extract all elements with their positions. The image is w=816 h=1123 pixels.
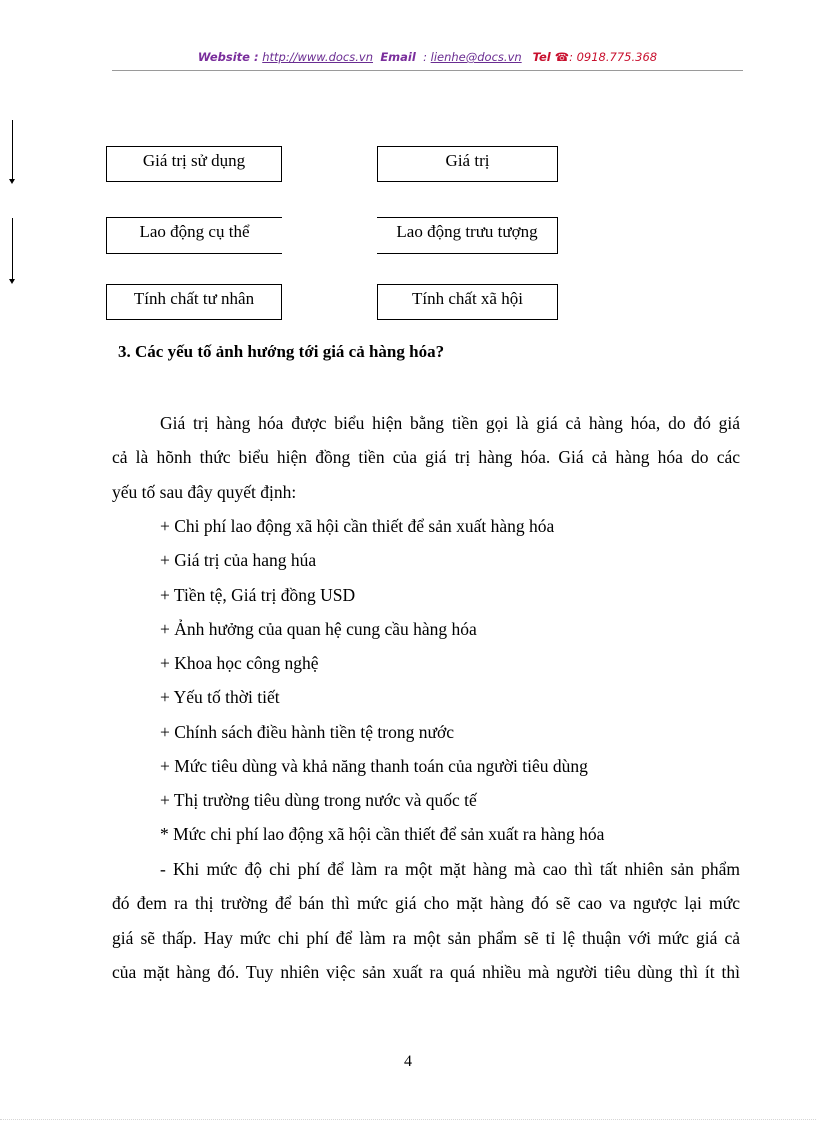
website-label: Website :	[197, 50, 259, 64]
email-label: Email	[380, 50, 416, 64]
page-header: Website : http://www.docs.vn Email : lienhe@docs.vn Tel ☎: 0918.775.368	[197, 50, 658, 64]
box-abstract-labor: Lao động trưu tượng	[377, 217, 558, 254]
list-item: + Mức tiêu dùng và khả năng thanh toán của người tiêu dùng	[160, 756, 588, 776]
paragraph-line-4: của mặt hàng đó. Tuy nhiên việc sản xuất ra quá nhiều mà người tiêu dùng thì ít thì	[112, 962, 740, 982]
list-item: + Giá trị của hang húa	[160, 550, 317, 570]
list-item: + Chi phí lao động xã hội cần thiết để sản xuất hàng hóa	[160, 516, 555, 536]
page-bottom-divider	[0, 1119, 816, 1120]
section-heading: 3. Các yếu tố ảnh hướng tới giá cả hàng hóa?	[118, 342, 445, 361]
list-item: + Khoa học công nghệ	[160, 653, 319, 673]
down-arrow-icon	[12, 218, 13, 280]
page-number: 4	[404, 1053, 412, 1070]
paragraph-line-3: giá sẽ thấp. Hay mức chi phí để làm ra một sản phẩm sẽ tỉ lệ thuận với mức giá cả	[112, 928, 740, 948]
header-divider	[112, 70, 743, 71]
list-item: + Thị trường tiêu dùng trong nước và quốc tế	[160, 790, 477, 810]
box-use-value: Giá trị sử dụng	[106, 146, 282, 182]
down-arrow-icon	[12, 120, 13, 180]
website-link[interactable]: http://www.docs.vn	[262, 50, 373, 64]
tel-number: : 0918.775.368	[569, 50, 658, 64]
tel-label: Tel ☎	[532, 50, 570, 64]
email-link[interactable]: lienhe@docs.vn	[430, 50, 522, 64]
box-social-nature: Tính chất xã hội	[377, 284, 558, 320]
paragraph-line-2: đó đem ra thị trường để bán thì mức giá cho mặt hàng đó sẽ cao va ngược lại mức	[112, 893, 740, 913]
list-item: + Chính sách điều hành tiền tệ trong nước	[160, 722, 454, 742]
list-item: + Ảnh hưởng của quan hệ cung cầu hàng hóa	[160, 619, 477, 639]
intro-line-1: Giá trị hàng hóa được biểu hiện bằng tiền gọi là giá cả hàng hóa, do đó giá	[160, 413, 740, 433]
box-private-nature: Tính chất tư nhân	[106, 284, 282, 320]
box-concrete-labor: Lao động cụ thể	[106, 217, 282, 254]
intro-line-3: yếu tố sau đây quyết định:	[112, 482, 297, 502]
subheading: * Mức chi phí lao động xã hội cần thiết để sản xuất ra hàng hóa	[160, 824, 605, 844]
intro-line-2: cả là hõnh thức biểu hiện đồng tiền của giá trị hàng hóa. Giá cả hàng hóa do các	[112, 447, 740, 467]
paragraph-line-1: - Khi mức độ chi phí để làm ra một mặt hàng mà cao thì tất nhiên sản phẩm	[160, 859, 740, 879]
list-item: + Yếu tố thời tiết	[160, 687, 280, 707]
list-item: + Tiền tệ, Giá trị đồng USD	[160, 585, 356, 605]
box-value: Giá trị	[377, 146, 558, 182]
